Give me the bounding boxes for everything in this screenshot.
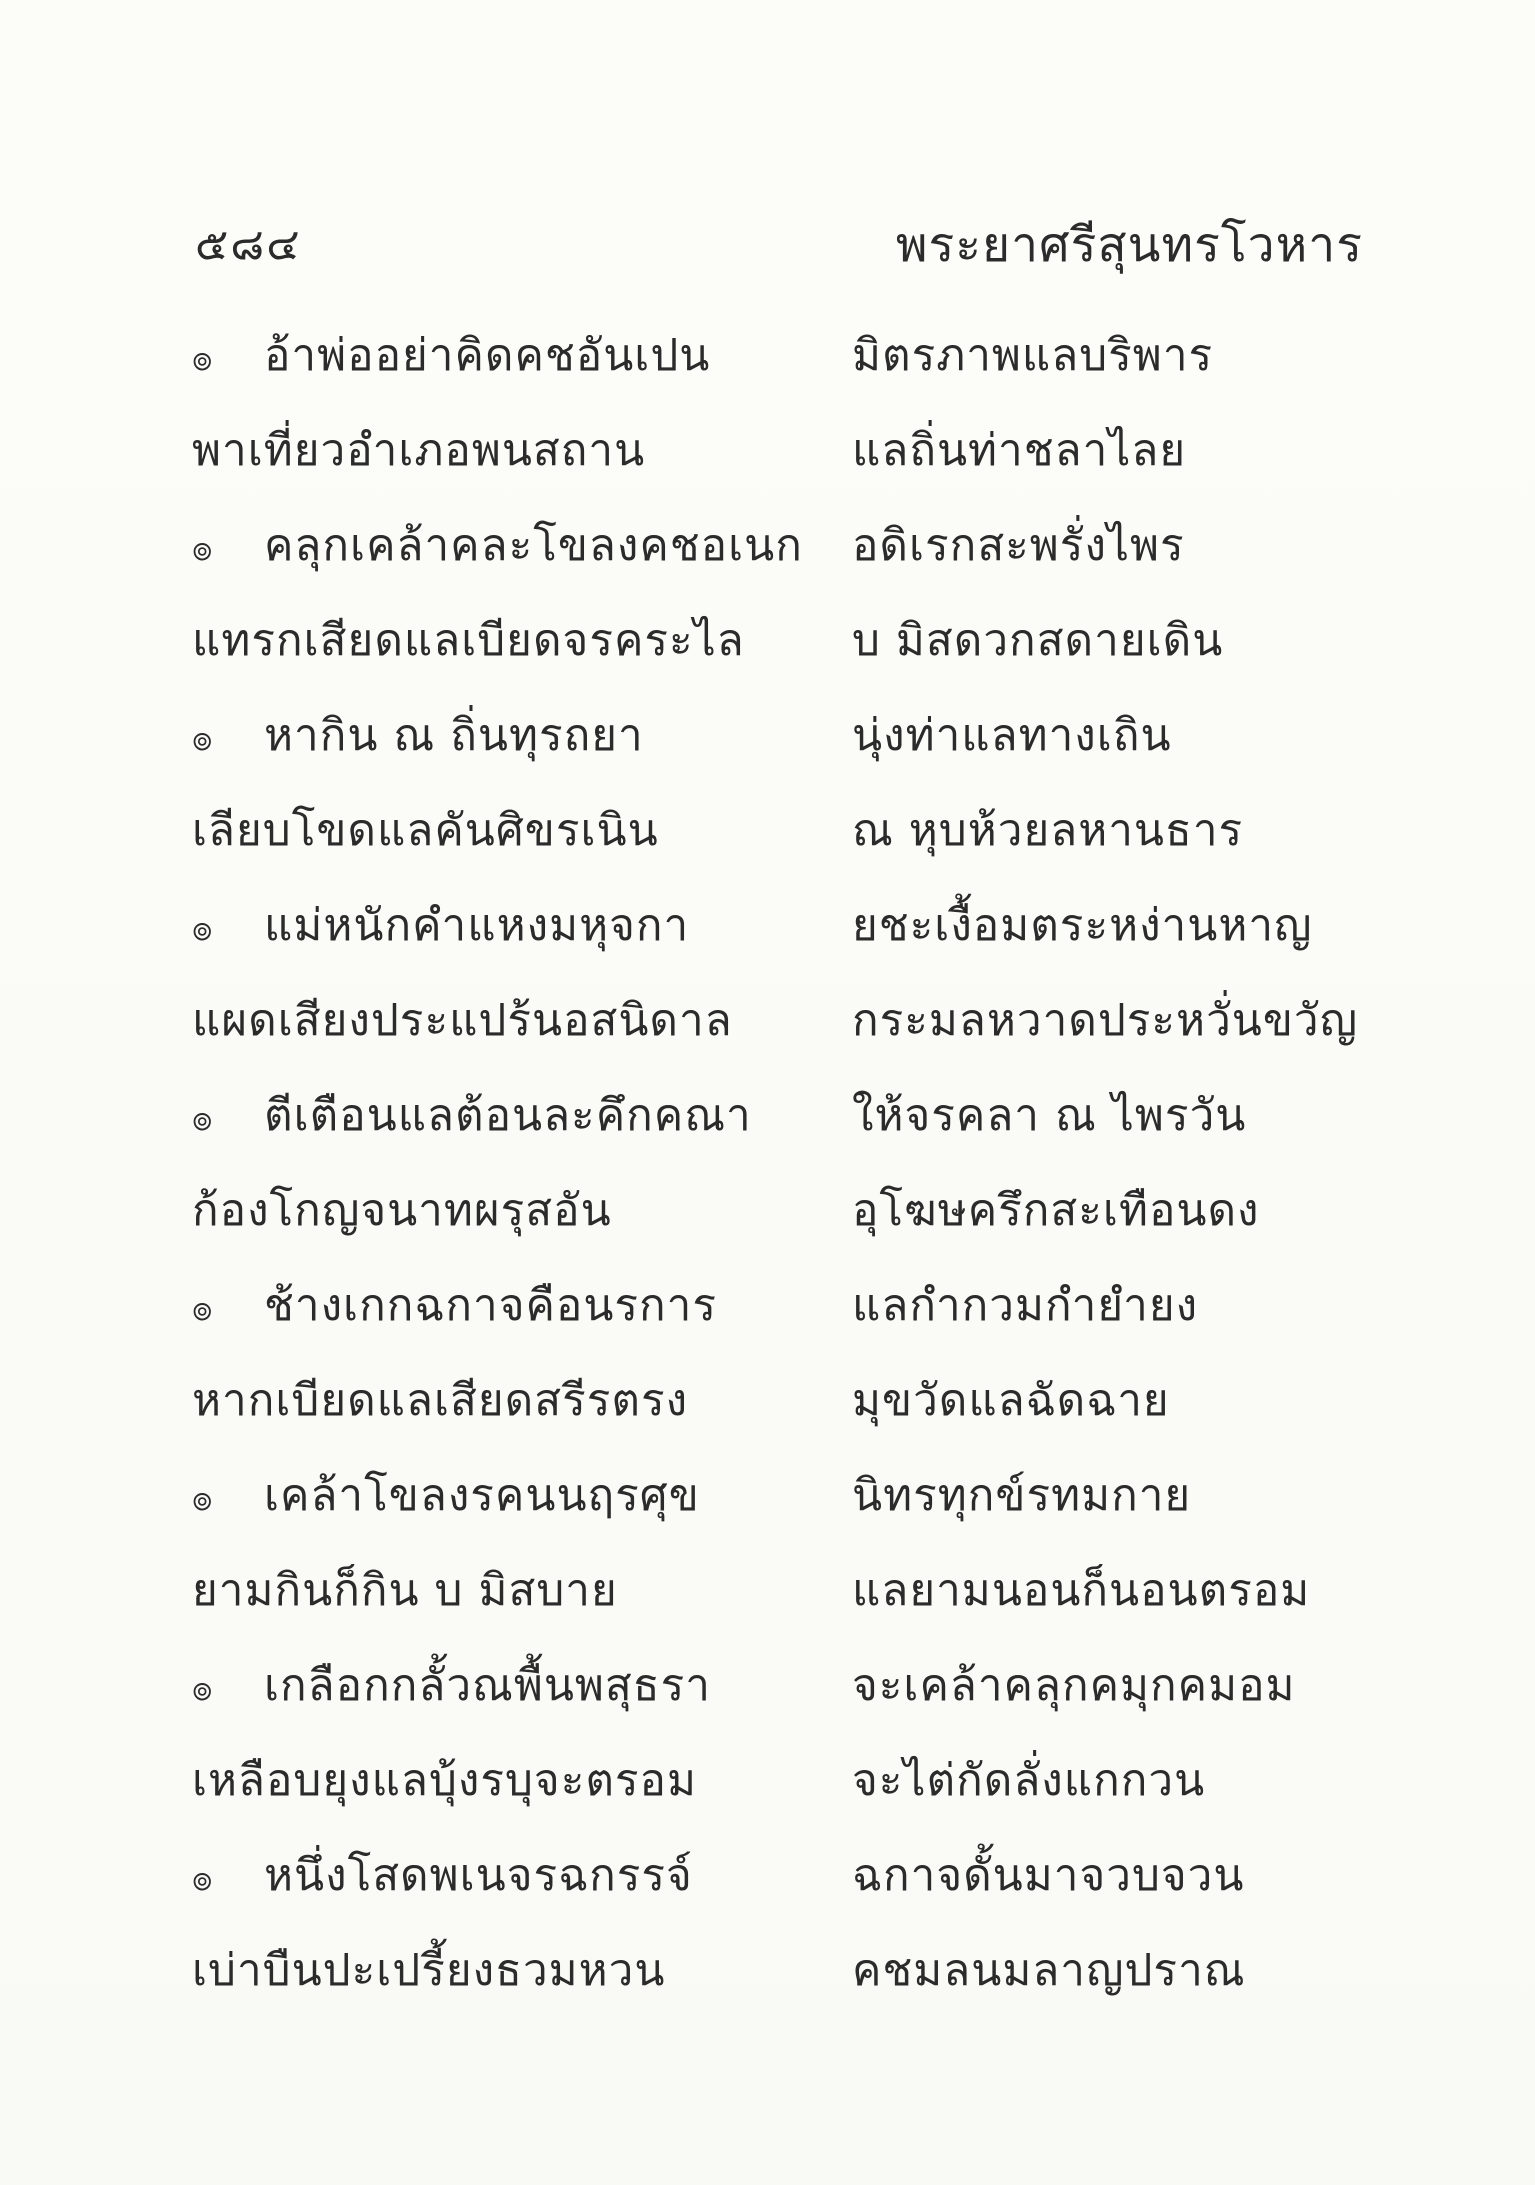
verse-list [0, 308, 1535, 2018]
first-hemistich: หากเบียดแลเสียดสรีรตรง [192, 1375, 689, 1426]
stanza-mark: ๏ [192, 1289, 214, 1329]
first-hemistich-text: หนึ่งโสดพเนจรฉกรรจ์ [264, 1850, 693, 1901]
second-hemistich: ให้จรคลา ณ ไพรวัน [852, 1090, 1247, 1141]
verse-row [0, 1923, 1535, 2018]
first-hemistich [192, 308, 710, 403]
verse-row [0, 593, 1535, 688]
second-hemistich: กระมลหวาดประหวั่นขวัญ [852, 995, 1359, 1046]
stanza-mark: ๏ [192, 719, 214, 759]
first-hemistich-text: อ้าพ่ออย่าคิดคชอันเปน [264, 330, 711, 381]
stanza-mark: ๏ [192, 339, 214, 379]
second-hemistich: ยชะเงื้อมตระหง่านหาญ [852, 900, 1313, 951]
first-hemistich: พาเที่ยวอำเภอพนสถาน [192, 425, 646, 476]
first-hemistich-text: ช้างเกกฉกาจคือนรการ [264, 1280, 718, 1331]
first-hemistich-text: ตีเตือนแลต้อนละคึกคณา [264, 1090, 752, 1141]
second-hemistich: คชมลนมลาญปราณ [852, 1945, 1246, 1996]
verse-row [0, 688, 1535, 783]
first-hemistich-text: หากิน ณ ถิ่นทุรถยา [264, 710, 644, 761]
verse-row [0, 1733, 1535, 1828]
second-hemistich: อุโฆษครึกสะเทือนดง [852, 1185, 1260, 1236]
verse-row [0, 308, 1535, 403]
second-hemistich: แลกำกวมกำยำยง [852, 1280, 1199, 1331]
second-hemistich: อดิเรกสะพรั่งไพร [852, 520, 1185, 571]
verse-row [0, 1163, 1535, 1258]
verse-row [0, 1353, 1535, 1448]
verse-row [0, 1448, 1535, 1543]
second-hemistich: นิทรทุกข์รทมกาย [852, 1470, 1192, 1521]
stanza-mark: ๏ [192, 1669, 214, 1709]
stanza-mark: ๏ [192, 1099, 214, 1139]
page-number: ๕๘๔ [195, 219, 302, 270]
first-hemistich [192, 1258, 717, 1353]
first-hemistich-text: เคล้าโขลงรคนนฤรศุข [264, 1470, 700, 1521]
stanza-mark: ๏ [192, 529, 214, 569]
first-hemistich [192, 1638, 711, 1733]
verse-row [0, 498, 1535, 593]
verse-row [0, 1543, 1535, 1638]
verse-row [0, 878, 1535, 973]
first-hemistich: ยามกินก็กิน บ มิสบาย [192, 1565, 618, 1616]
first-hemistich: เบ่าบืนปะเปรี้ยงธวมหวน [192, 1945, 666, 1996]
second-hemistich: บ มิสดวกสดายเดิน [852, 615, 1224, 666]
first-hemistich: เลียบโขดแลคันศิขรเนิน [192, 805, 659, 856]
first-hemistich: แทรกเสียดแลเบียดจรคระไล [192, 615, 745, 666]
first-hemistich [192, 498, 803, 593]
first-hemistich [192, 688, 644, 783]
verse-row [0, 973, 1535, 1068]
running-title: พระยาศรีสุนทรโวหาร [895, 217, 1363, 273]
second-hemistich: นุ่งท่าแลทางเถิน [852, 710, 1172, 761]
stanza-mark: ๏ [192, 1859, 214, 1899]
second-hemistich: ฉกาจดั้นมาจวบจวน [852, 1850, 1245, 1901]
first-hemistich: เหลือบยุงแลบุ้งรบุจะตรอม [192, 1755, 697, 1806]
first-hemistich [192, 1448, 700, 1543]
second-hemistich: จะไต่กัดลั่งแกกวน [852, 1755, 1206, 1806]
second-hemistich: แลยามนอนก็นอนตรอม [852, 1565, 1311, 1616]
verse-row [0, 1828, 1535, 1923]
first-hemistich [192, 878, 689, 973]
first-hemistich-text: คลุกเคล้าคละโขลงคชอเนก [264, 520, 803, 571]
first-hemistich: ก้องโกญจนาทผรุสอัน [192, 1185, 612, 1236]
second-hemistich: มุขวัดแลฉัดฉาย [852, 1375, 1170, 1426]
verse-row [0, 1068, 1535, 1163]
first-hemistich-text: เกลือกกลั้วณพื้นพสุธรา [264, 1660, 711, 1711]
page-header [0, 205, 1535, 285]
verse-row [0, 403, 1535, 498]
first-hemistich: แผดเสียงประแปร้นอสนิดาล [192, 995, 733, 1046]
second-hemistich: ณ หุบห้วยลหานธาร [852, 805, 1244, 856]
stanza-mark: ๏ [192, 909, 214, 949]
second-hemistich: มิตรภาพแลบริพาร [852, 330, 1214, 381]
first-hemistich [192, 1068, 752, 1163]
first-hemistich-text: แม่หนักคำแหงมหุจกา [264, 900, 690, 951]
second-hemistich: แลถิ่นท่าชลาไลย [852, 425, 1187, 476]
verse-row [0, 1638, 1535, 1733]
verse-row [0, 1258, 1535, 1353]
stanza-mark: ๏ [192, 1479, 214, 1519]
verse-row [0, 783, 1535, 878]
first-hemistich [192, 1828, 693, 1923]
second-hemistich: จะเคล้าคลุกคมุกคมอม [852, 1660, 1296, 1711]
